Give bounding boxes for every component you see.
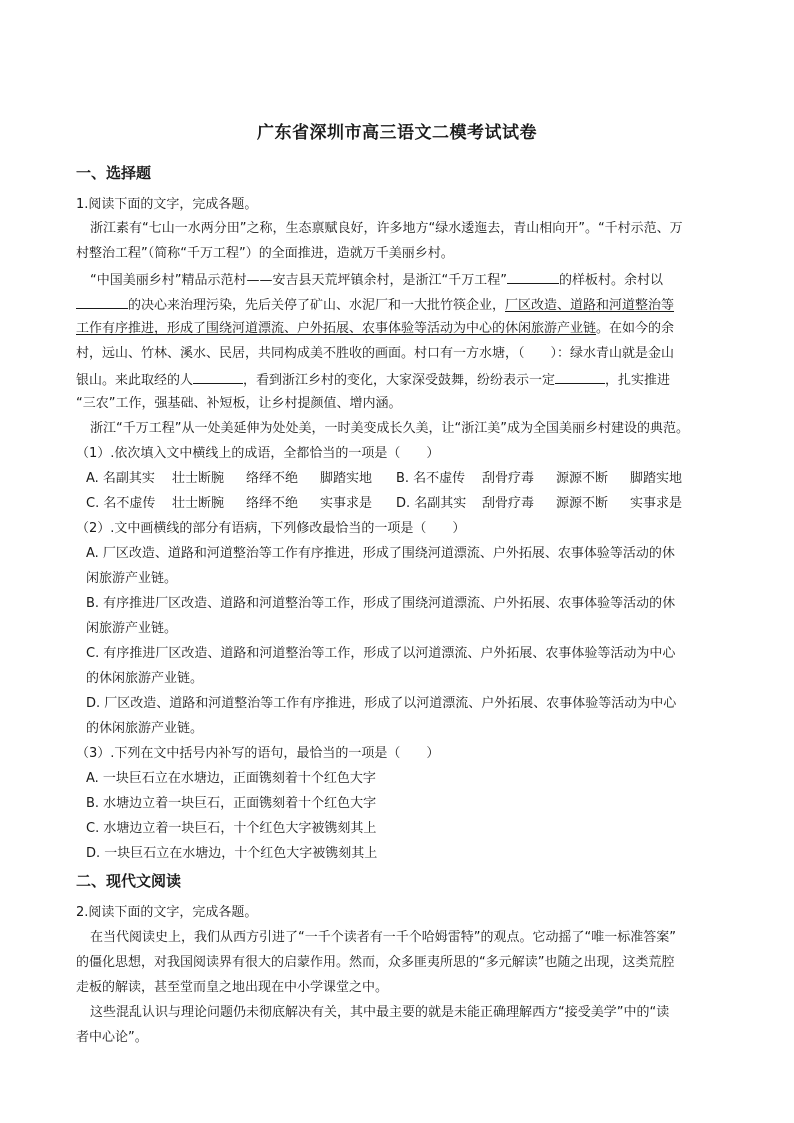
passage-line — [90, 270, 721, 290]
option-d-cont: 的休闲旅游产业链。 — [86, 721, 204, 736]
option-text: 壮士断腕 — [172, 496, 225, 511]
option-b: B. 水塘边立着一块巨石，正面镌刻着十个红色大字 — [86, 796, 377, 811]
passage-line — [76, 295, 721, 315]
passage-line: 浙江“千万工程”从一处美延伸为处处美，一时美变成长久美，让“浙江美”成为全国美丽乡村建设的典范。 — [90, 421, 689, 436]
option-text: 络绎不绝 — [246, 471, 299, 486]
passage-text: 银山。来此取经的人 — [76, 373, 194, 388]
option-row-ab — [86, 470, 721, 488]
option-row-cd — [86, 495, 721, 513]
option-a: A. 一块巨石立在水塘边，正面镌刻着十个红色大字 — [86, 771, 376, 786]
option-c: C. 水塘边立着一块巨石，十个红色大字被镌刻其上 — [86, 821, 377, 836]
option-text: 脚踏实地 — [320, 471, 373, 486]
passage-text: ，扎实推进 — [605, 373, 671, 388]
passage-line: 的僵化思想，对我国阅读界有很大的启蒙作用。然而，众多匪夷所思的“多元解读”也随之出现，这类荒腔 — [76, 955, 675, 970]
passage-text: “中国美丽乡村”精品示范村——安吉县天荒坪镇余村，是浙江“千万工程” — [90, 273, 507, 288]
option-text: 脚踏实地 — [630, 471, 683, 486]
passage-line: “三农”工作，强基础、补短板，让乡村提颜值、增内涵。 — [76, 396, 402, 411]
option-c-label: C. 名不虚传 — [86, 496, 156, 511]
option-d: D. 一块巨石立在水塘边，十个红色大字被镌刻其上 — [86, 846, 378, 861]
fill-blank-3 — [193, 370, 243, 384]
subquestion-3-stem: （3）.下列在文中括号内补写的语句，最恰当的一项是（ ） — [76, 746, 440, 761]
fill-blank-4 — [555, 370, 605, 384]
section-heading-reading: 二、现代文阅读 — [76, 872, 182, 890]
option-a-label: A. 名副其实 — [86, 471, 155, 486]
subquestion-2-stem: （2）.文中画横线的部分有语病，下列修改最恰当的一项是（ ） — [76, 521, 466, 536]
fill-blank-2 — [76, 295, 128, 309]
option-a: A. 厂区改造、道路和河道整治等工作有序推进，形成了围绕河道漂流、户外拓展、农事体验等活动的休 — [86, 546, 675, 561]
passage-text: 的决心来治理污染，先后关停了矿山、水泥厂和一大批竹筷企业， — [128, 298, 506, 313]
page-title: 广东省深圳市高三语文二模考试试卷 — [257, 123, 537, 143]
option-text: 实事求是 — [630, 496, 683, 511]
passage-line: 这些混乱认识与理论问题仍未彻底解决有关，其中最主要的就是未能正确理解西方“接受美学”中的“读 — [90, 1005, 670, 1020]
underlined-sentence: 工作有序推进，形成了围绕河道漂流、户外拓展、农事体验等活动为中心的休闲旅游产业链 — [76, 321, 597, 336]
passage-text: 的样板村。余村以 — [558, 273, 663, 288]
underlined-sentence: 厂区改造、道路和河道整治等 — [505, 298, 675, 313]
passage-line — [76, 370, 721, 390]
option-c: C. 有序推进厂区改造、道路和河道整治等工作，形成了以河道漂流、户外拓展、农事体验等活动为中心 — [86, 646, 676, 661]
option-text: 刮骨疗毒 — [482, 471, 535, 486]
question-2-intro: 2.阅读下面的文字，完成各题。 — [76, 905, 258, 920]
option-b-label: B. 名不虚传 — [396, 471, 466, 486]
fill-blank-1 — [507, 270, 559, 284]
option-d-label: D. 名副其实 — [396, 496, 467, 511]
passage-text: ，看到浙江乡村的变化，大家深受鼓舞，纷纷表示一定 — [243, 373, 556, 388]
subquestion-1-stem: （1）.依次填入文中横线上的成语，全都恰当的一项是（ ） — [76, 446, 440, 461]
option-a-cont: 闲旅游产业链。 — [86, 571, 178, 586]
passage-line: 浙江素有“七山一水两分田”之称，生态禀赋良好，许多地方“绿水逶迤去，青山相向开”。“千村示范、万 — [90, 221, 683, 236]
option-text: 刮骨疗毒 — [482, 496, 535, 511]
question-1-intro: 1.阅读下面的文字，完成各题。 — [76, 197, 258, 212]
option-b: B. 有序推进厂区改造、道路和河道整治等工作，形成了围绕河道漂流、户外拓展、农事体验等活动的休 — [86, 596, 676, 611]
option-text: 实事求是 — [320, 496, 373, 511]
passage-line: 村整治工程”（简称“千万工程”）的全面推进，造就万千美丽乡村。 — [76, 246, 454, 261]
passage-line: 村，远山、竹林、溪水、民居，共同构成美不胜收的画面。村口有一方水塘，（ ）：绿水青山就是金山 — [76, 346, 675, 361]
passage-text: 。在如今的余 — [596, 321, 675, 336]
option-text: 壮士断腕 — [172, 471, 225, 486]
passage-line: 走板的解读，甚至堂而皇之地出现在中小学课堂之中。 — [76, 980, 389, 995]
passage-line — [76, 320, 721, 338]
option-text: 源源不断 — [556, 471, 609, 486]
section-heading-choice: 一、选择题 — [76, 164, 152, 182]
passage-line: 在当代阅读史上，我们从西方引进了“一千个读者有一千个哈姆雷特”的观点。它动摇了“唯一标准答案” — [90, 930, 676, 945]
option-text: 络绎不绝 — [246, 496, 299, 511]
passage-line: 者中心论”。 — [76, 1030, 148, 1045]
option-b-cont: 闲旅游产业链。 — [86, 621, 178, 636]
option-d: D. 厂区改造、道路和河道整治等工作有序推进，形成了以河道漂流、户外拓展、农事体验等活动为中心 — [86, 696, 677, 711]
option-text: 源源不断 — [556, 496, 609, 511]
option-c-cont: 的休闲旅游产业链。 — [86, 671, 204, 686]
